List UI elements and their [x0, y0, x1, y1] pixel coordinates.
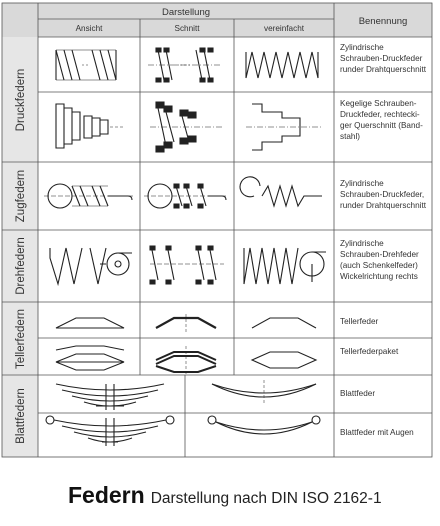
drawing-kegelfeder-ansicht: [56, 104, 124, 148]
r2-line-1: Kegelige Schrauben-: [340, 99, 417, 108]
drawing-blattfeder-augen-ansicht: [46, 416, 174, 446]
r2-line-4: stahl): [340, 132, 361, 141]
header-vereinfacht: vereinfacht: [263, 24, 305, 33]
header-benennung: Benennung: [358, 16, 408, 27]
drawing-blattfeder-vereinfacht: [212, 380, 316, 404]
header-darstellung: Darstellung: [161, 7, 211, 18]
r2-line-3: ger Querschnitt (Band-: [340, 121, 423, 130]
r1-line-3: runder Drahtquerschnitt: [340, 65, 427, 74]
benennung-row-2: [340, 99, 423, 141]
category-blattfedern: Blattfedern: [15, 388, 27, 444]
drawing-kegelfeder-schnitt: [150, 102, 224, 152]
drawing-zugfeder-vereinfacht: [240, 177, 322, 206]
category-drehfedern: Drehfedern: [15, 237, 27, 295]
r2-line-2: Druckfeder, rechtecki-: [340, 110, 420, 119]
drawing-tellerfeder-ansicht: [56, 318, 124, 328]
benennung-row-1: [340, 43, 427, 74]
drawing-tellerfederpaket-vereinfacht: [252, 352, 316, 368]
r3-line-1: Zylindrische: [340, 179, 384, 188]
caption-title: Federn: [68, 482, 145, 508]
header-schnitt: Schnitt: [174, 24, 200, 33]
header-ansicht: Ansicht: [75, 24, 103, 33]
label-tellerfeder: Tellerfeder: [340, 317, 379, 326]
r3-line-2: Schrauben-Druckfeder,: [340, 190, 425, 199]
caption-subtitle: Darstellung nach DIN ISO 2162-1: [150, 490, 382, 507]
r1-line-2: Schrauben-Druckfeder: [340, 54, 423, 63]
drawing-drehfeder-vereinfacht: [244, 248, 326, 284]
r1-line-1: Zylindrische: [340, 43, 384, 52]
label-blattfeder-mit-augen: Blattfeder mit Augen: [340, 428, 414, 437]
drawing-zugfeder-schnitt: [144, 184, 228, 208]
drawing-tellerfederpaket-schnitt: [156, 346, 216, 376]
drawing-zugfeder-ansicht: [44, 184, 134, 208]
drawing-drehfeder-schnitt: [150, 246, 224, 284]
r3-line-3: runder Drahtquerschnitt: [340, 201, 427, 210]
r4-line-2: Schrauben-Drehfeder: [340, 250, 419, 259]
drawing-tellerfederpaket-ansicht: [56, 346, 124, 370]
benennung-row-3: [340, 179, 427, 210]
category-tellerfedern: Tellerfedern: [15, 308, 27, 370]
drawing-druckfeder-vereinfacht: [246, 52, 318, 78]
drawing-kegelfeder-vereinfacht: [246, 104, 322, 150]
drawing-tellerfeder-vereinfacht: [252, 318, 316, 328]
category-druckfedern: Druckfedern: [15, 68, 27, 132]
label-blattfeder: Blattfeder: [340, 389, 376, 398]
drawing-druckfeder-ansicht: [56, 50, 116, 80]
drawing-blattfeder-ansicht: [56, 384, 164, 410]
drawing-druckfeder-schnitt: [148, 48, 222, 82]
benennung-row-4: [340, 239, 419, 281]
r4-line-1: Zylindrische: [340, 239, 384, 248]
drawing-drehfeder-ansicht: [50, 248, 132, 284]
label-tellerfederpaket: Tellerfederpaket: [340, 347, 399, 356]
r4-line-4: Wickelrichtung rechts: [340, 272, 418, 281]
drawing-blattfeder-augen-vereinfacht: [208, 416, 320, 434]
figure-caption: [68, 482, 382, 509]
r4-line-3: (auch Schenkelfeder): [340, 261, 418, 270]
category-zugfedern: Zugfedern: [15, 169, 27, 223]
drawing-tellerfeder-schnitt: [156, 314, 216, 332]
